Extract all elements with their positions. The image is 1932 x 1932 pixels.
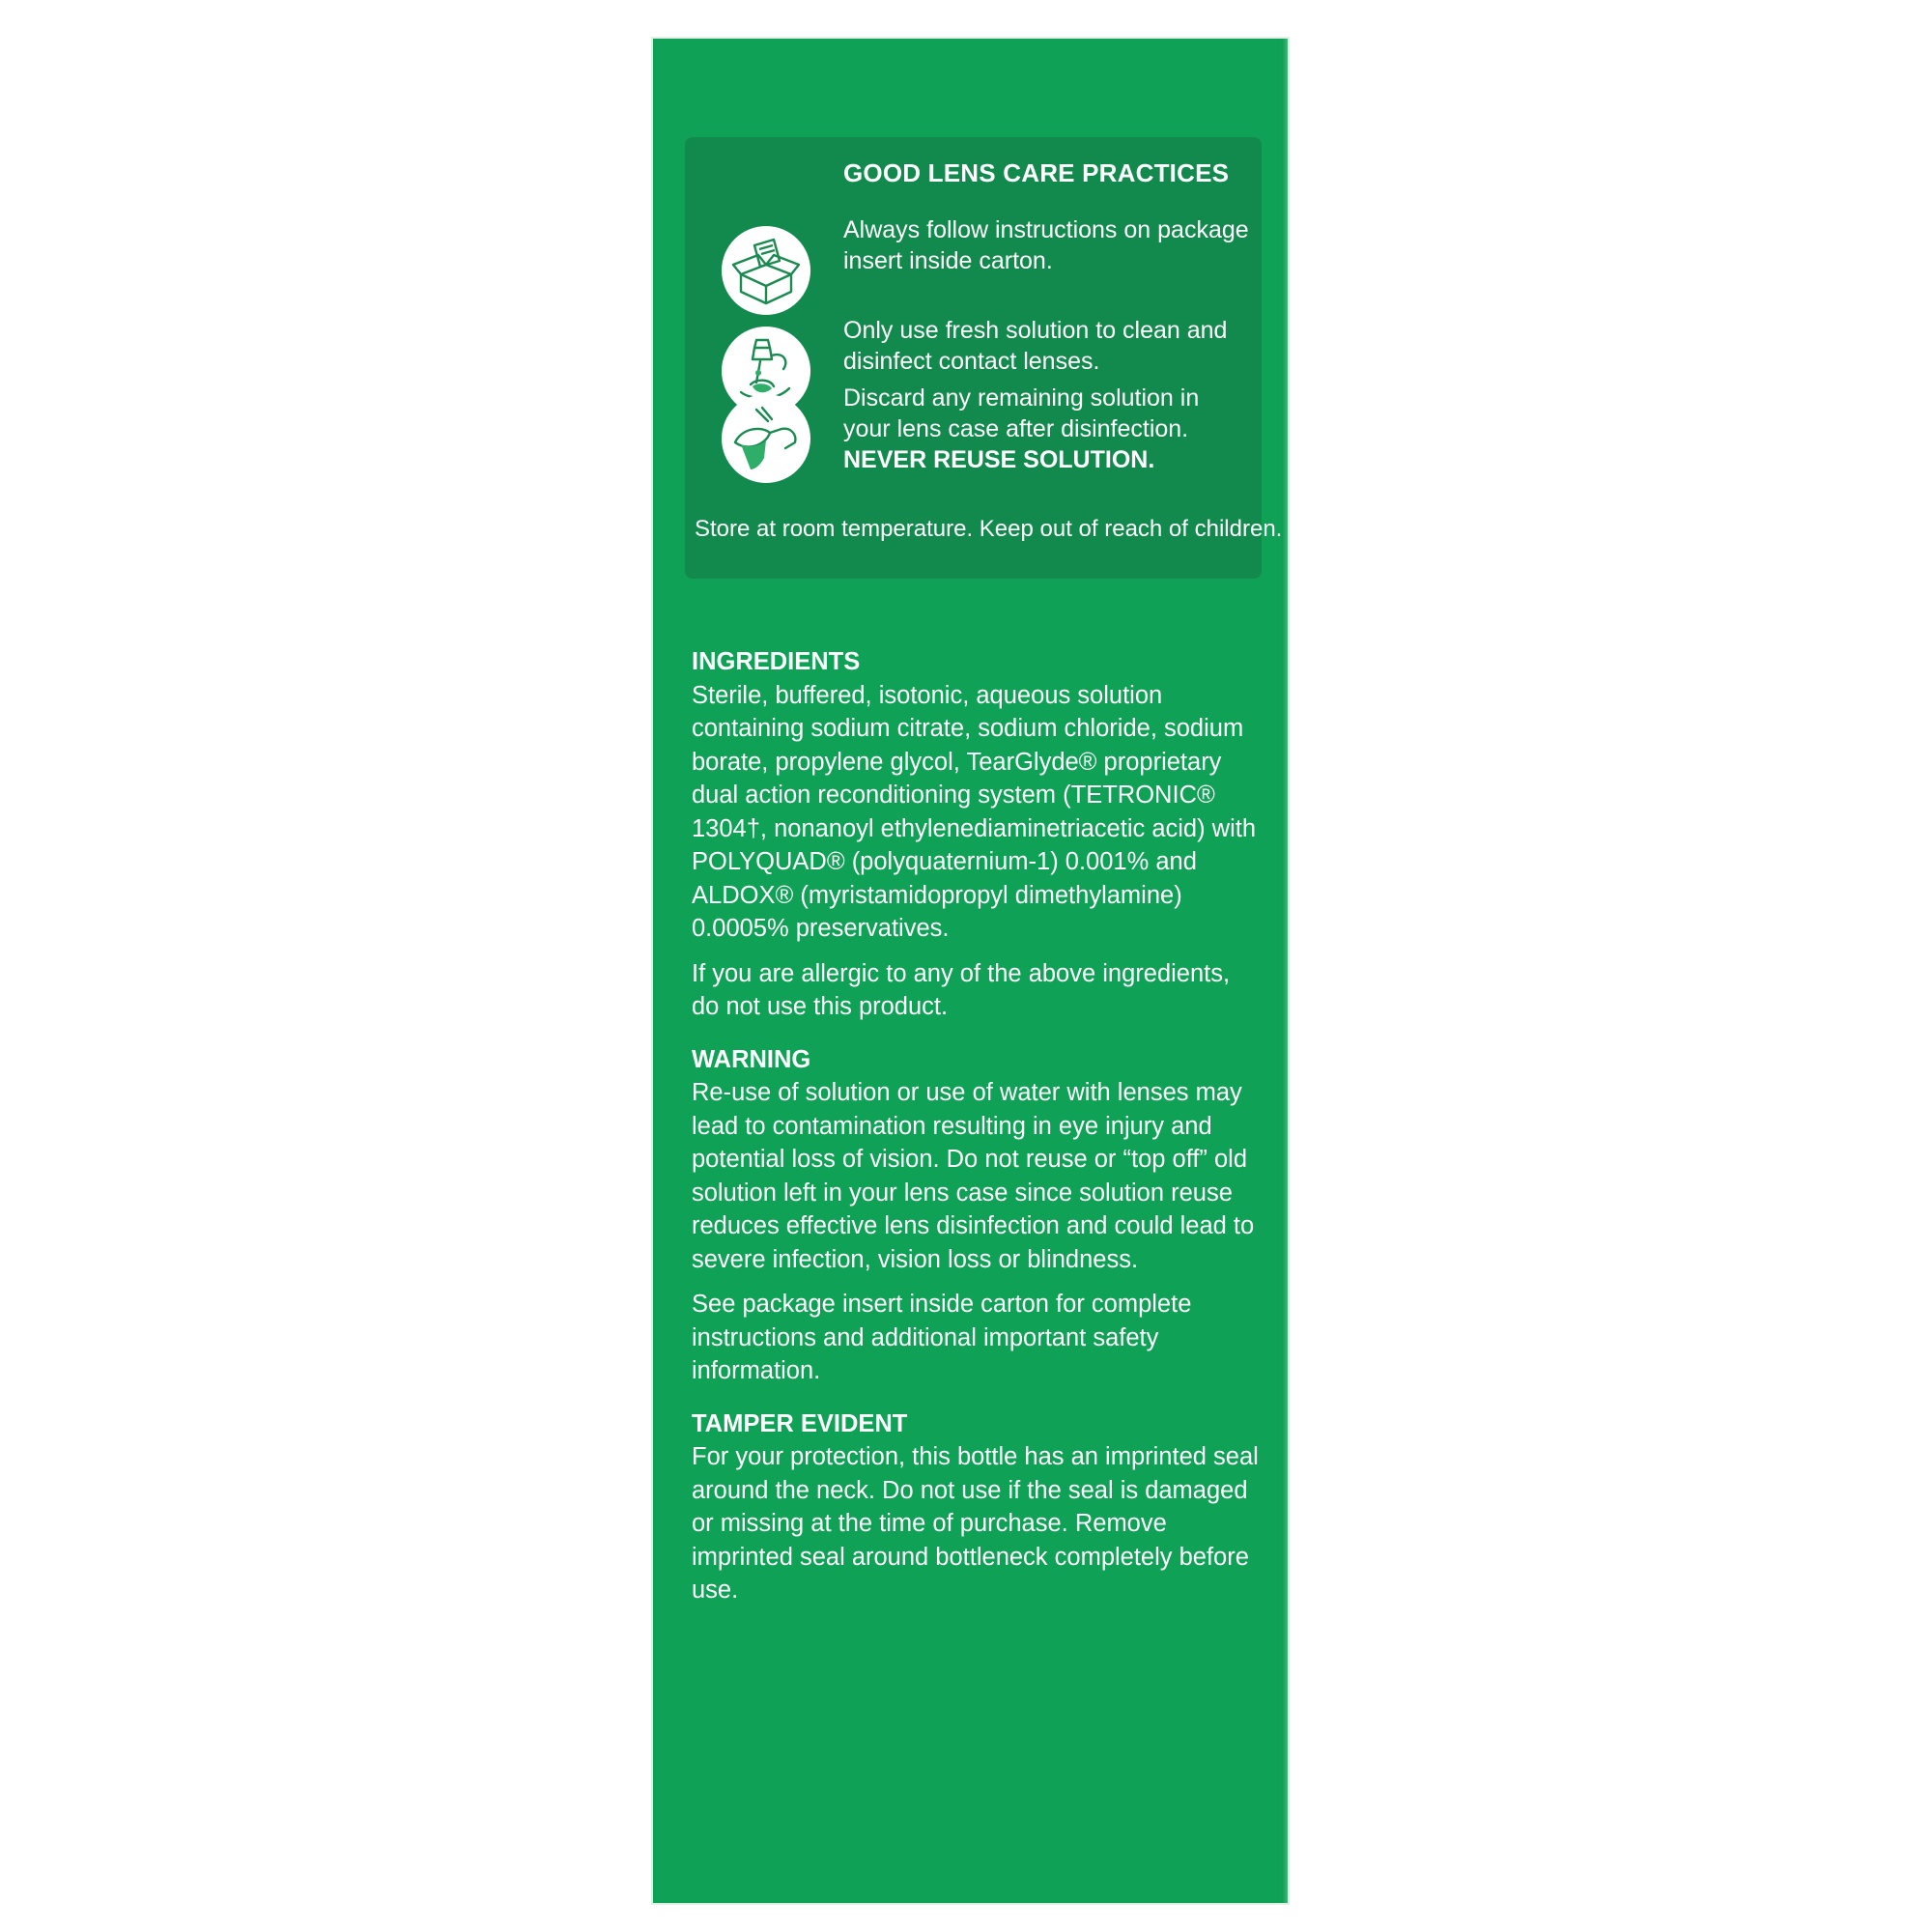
warning-section — [692, 1043, 1262, 1388]
carton-edge — [1282, 39, 1288, 1903]
warning-body: Re-use of solution or use of water with lenses may lead to contamination resulting in eye injury and potential loss of vision. Do not reuse or “top off” old solution left in your lens case since solution reuse reduces effective lens disinfection and could lead to severe infection, vision loss or blindness. — [692, 1079, 1255, 1273]
ingredients-section — [692, 645, 1262, 1024]
open-carton-icon — [722, 226, 810, 315]
never-reuse-warning: NEVER REUSE SOLUTION. — [843, 446, 1155, 473]
tamper-heading: TAMPER EVIDENT — [692, 1409, 908, 1437]
warning-heading: WARNING — [692, 1045, 811, 1073]
carton-side-panel — [653, 39, 1288, 1903]
ingredients-body: Sterile, buffered, isotonic, aqueous solution containing sodium citrate, sodium chloride, sodium borate, propylene glycol, TearGlyde® proprietary dual action reconditioning system (TETRONIC® 1304†, nonanoyl ethylenediaminetriacetic acid) with POLYQUAD® (polyquaternium-1) 0.001% and ALDOX® (myristamidopropyl dimethylamine) 0.0005% preservatives. — [692, 681, 1257, 942]
allergy-note: If you are allergic to any of the above ingredients, do not use this product. — [692, 959, 1231, 1020]
tamper-section — [692, 1407, 1262, 1607]
lens-case-discard-icon — [722, 394, 810, 483]
practice-text: Only use fresh solution to clean and disinfect contact lenses. — [843, 317, 1228, 375]
practice-text: Discard any remaining solution in your lens case after disinfection. NEVER REUSE SOLUTION. — [843, 383, 1249, 475]
lens-care-panel — [685, 137, 1283, 579]
storage-note: Store at room temperature. Keep out of reach of children. — [695, 516, 1283, 542]
practice-text: Always follow instructions on package insert inside carton. — [843, 216, 1249, 274]
ingredients-heading: INGREDIENTS — [692, 648, 861, 675]
care-panel-title: GOOD LENS CARE PRACTICES — [843, 158, 1230, 187]
tamper-body: For your protection, this bottle has an imprinted seal around the neck. Do not use if the seal is damaged or missing at the time of purchase. Remove imprinted seal around bottleneck completely before use. — [692, 1443, 1259, 1604]
see-insert-note: See package insert inside carton for complete instructions and additional important safety information. — [692, 1291, 1192, 1384]
label-body-text — [692, 645, 1262, 1627]
